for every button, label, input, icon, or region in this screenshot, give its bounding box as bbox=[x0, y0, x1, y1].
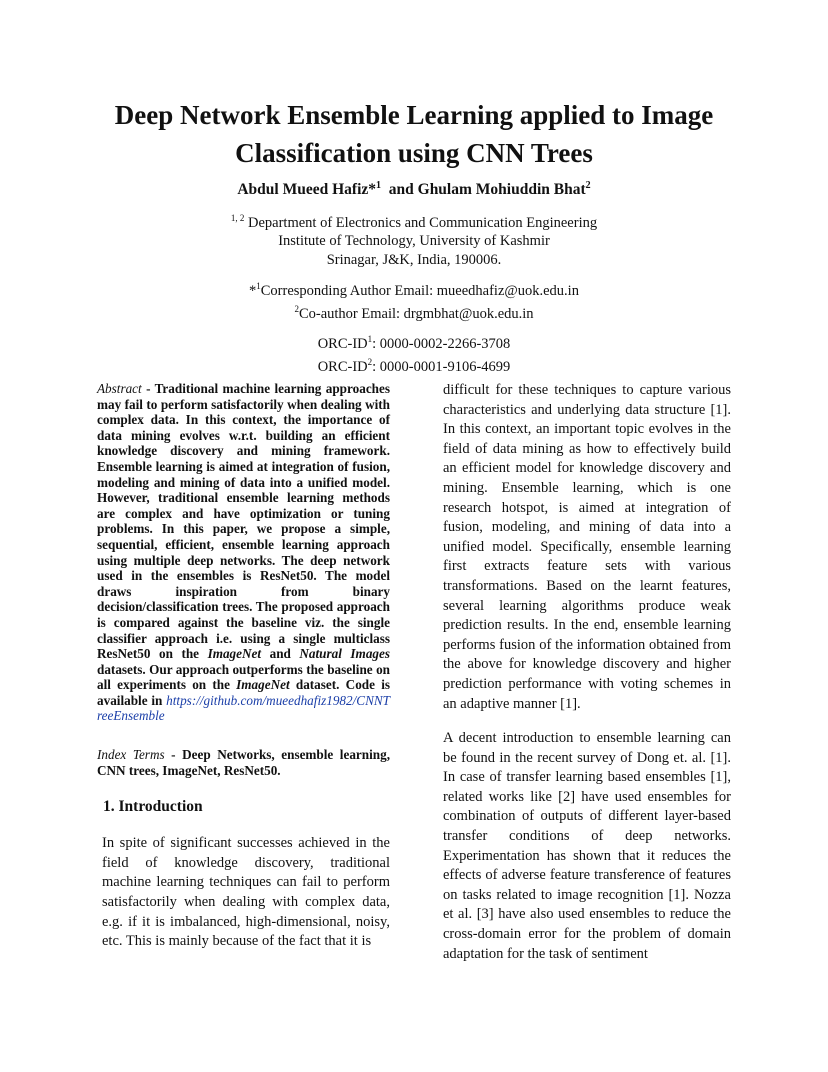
abstract-text-2: datasets. Our approach outperforms the baseline on all experiments on the bbox=[97, 661, 390, 693]
abstract-imagenet: ImageNet bbox=[207, 646, 262, 662]
email-1-sup: 1 bbox=[256, 281, 261, 291]
right-paragraph-2: A decent introduction to ensemble learning can be found in the recent survey of Dong et. al. [1]. In case of transfer learning based ensembles [1], related works like [2] have used ensembles for combination of outputs of different layer-based transfer conditions of deep networks. Experimentation has shown that it reduces the effects of adverse feature transference of features on tasks related to image recognition [1]. Nozza et al. [3] have also used ensembles to reduce the cross-domain error for the problem of domain adaptation for the task of sentiment bbox=[443, 730, 731, 962]
orcid-2-label: ORC-ID bbox=[317, 359, 368, 376]
orcid-1-label: ORC-ID bbox=[317, 335, 368, 352]
orcid-1-sup: 1 bbox=[367, 334, 373, 344]
affil-line-2: Institute of Technology, University of Kashmir bbox=[278, 233, 550, 250]
affiliation bbox=[0, 209, 828, 269]
author-1-sup: 1 bbox=[376, 180, 382, 191]
author-2: and Ghulam Mohiuddin Bhat bbox=[388, 181, 586, 199]
email-2: Co-author Email: drgmbhat@uok.edu.in bbox=[298, 306, 534, 323]
abstract-and: and bbox=[261, 646, 300, 662]
left-column bbox=[97, 381, 390, 952]
title-line-1: Deep Network Ensemble Learning applied to Image bbox=[114, 100, 714, 130]
orcid-block bbox=[0, 330, 828, 377]
code-link[interactable]: https://github.com/mueedhafiz1982/CNNTreeEnsemble bbox=[97, 692, 390, 724]
abstract-text-3: dataset. Code is available in bbox=[97, 677, 390, 708]
abstract-text-1: - Traditional machine learning approaches may fail to perform satisfactorily when dealing with complex data. In this context, the importance of data mining evolves w.r.t. building an efficient knowledge discovery and mining framework. Ensemble learning is aimed at integration of fusion, modeling and mining of data into a unified model. However, traditional ensemble learning methods are complex and have optimization or tuning problems. In this paper, we propose a simple, sequential, efficient, ensemble learning approach using multiple deep networks. The deep network used in the ensembles is ResNet50. The model draws inspiration from binary decision/classification trees. The proposed approach is compared against the baseline viz. the single classifier approach i.e. using a single multiclass ResNet50 on the bbox=[97, 381, 390, 662]
email-2-sup: 2 bbox=[294, 304, 299, 315]
abstract-label: Abstract bbox=[97, 381, 142, 396]
email-1: Corresponding Author Email: mueedhafiz@uok.edu.in bbox=[260, 282, 579, 299]
abstract bbox=[97, 381, 390, 724]
email-1-prefix: * bbox=[249, 282, 257, 299]
author-line bbox=[0, 180, 828, 199]
abstract-natural-images: Natural Images bbox=[299, 646, 390, 662]
paper-title bbox=[0, 96, 828, 172]
emails bbox=[0, 277, 828, 324]
index-label: Index Terms bbox=[97, 747, 165, 763]
author-2-sup: 2 bbox=[585, 180, 591, 191]
orcid-2: : 0000-0001-9106-4699 bbox=[372, 359, 511, 376]
abstract-imagenet-2: ImageNet bbox=[236, 677, 290, 693]
index-terms bbox=[97, 747, 390, 778]
affil-line-1: Department of Electronics and Communication Engineering bbox=[248, 214, 598, 231]
author-1: Abdul Mueed Hafiz* bbox=[237, 181, 377, 199]
intro-paragraph: In spite of significant successes achieved in the field of knowledge discovery, traditional machine learning techniques can fail to perform satisfactorily when dealing with complex data, e.g. if it is imbalanced, high-dimensional, noisy, etc. This is mainly because of the fact that it is bbox=[102, 835, 390, 950]
affil-sup: 1, 2 bbox=[230, 213, 245, 223]
orcid-1: : 0000-0002-2266-3708 bbox=[372, 335, 511, 352]
index-text: - Deep Networks, ensemble learning, CNN trees, ImageNet, ResNet50. bbox=[97, 747, 390, 778]
affil-line-3: Srinagar, J&K, India, 190006. bbox=[326, 251, 502, 268]
title-line-2: Classification using CNN Trees bbox=[235, 138, 593, 168]
orcid-2-sup: 2 bbox=[367, 357, 373, 368]
right-column bbox=[443, 381, 731, 964]
right-paragraph-1: difficult for these techniques to capture various characteristics and underlying data structure [1]. In this context, an important topic evolves in the field of data mining as how to effectively build an efficient model for knowledge discovery and mining. Ensemble learning, which is one research hotspot, is aimed at integration of fusion, modeling, and mining of data into a unified model. Specifically, ensemble learning first extracts feature sets with various transformations. Based on the learnt features, several learning algorithms produce weak prediction results. In the end, ensemble learning performs fusion of the information obtained from the above for knowledge discovery and higher prediction performance with voting schemes in an adaptive manner [1]. bbox=[443, 382, 731, 712]
section-heading: 1. Introduction bbox=[103, 798, 203, 816]
